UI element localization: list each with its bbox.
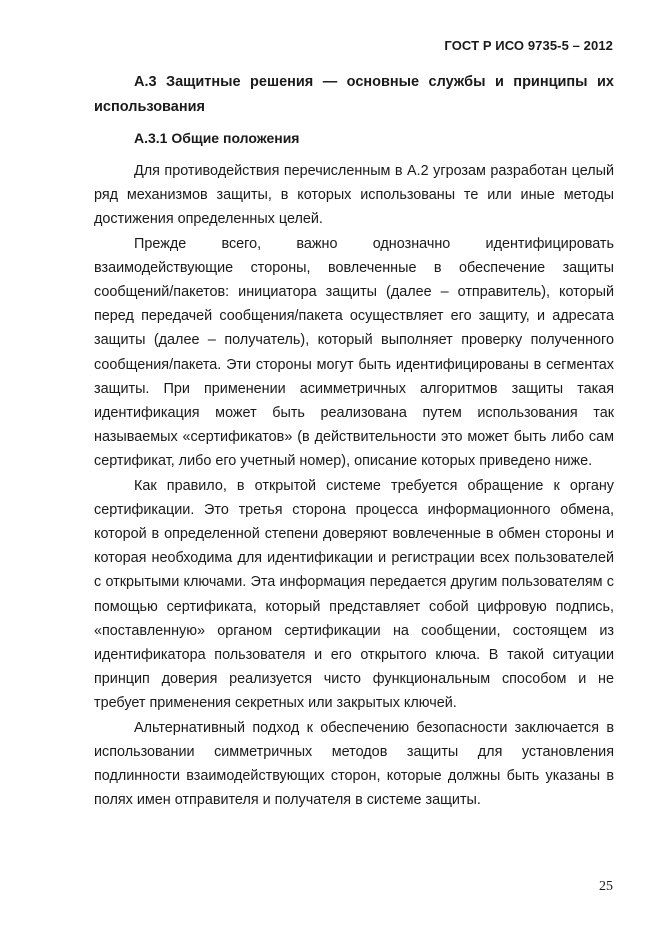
paragraph: Альтернативный подход к обеспечению безопасности заключается в использовании симметричных методов защиты для установления подлинности взаимодействующих сторон, которые должны быть указаны в полях имен отправителя и получателя в системе защиты. — [94, 719, 614, 809]
paragraph: Для противодействия перечисленным в А.2 угрозам разработан целый ряд механизмов защиты, в которых использованы те или иные методы достижения определенных целей. — [94, 163, 614, 228]
subsection-title: А.3.1 Общие положения — [134, 130, 300, 146]
section-title: А.3 Защитные решения — основные службы и принципы их использования — [94, 74, 614, 115]
standard-code-header: ГОСТ Р ИСО 9735-5 – 2012 — [444, 38, 613, 53]
paragraph: Прежде всего, важно однозначно идентифицировать взаимодействующие стороны, вовлеченные в обеспечение защиты сообщений/пакетов: инициатора защиты (далее – отправитель), который перед передачей сообщения/пакета осуществляет его защиту, и адресата защиты (далее – получатель), который выполняет проверку полученного сообщения/пакета. Эти стороны могут быть идентифицированы в сегментах защиты. При применении асимметричных алгоритмов защиты такая идентификация может быть реализована путем использования так называемых «сертификатов» (в действительности это может быть либо сам сертификат, либо его учетный номер), описание которых приведено ниже. — [94, 235, 614, 470]
page-number: 25 — [599, 879, 613, 894]
body-text — [94, 159, 614, 812]
paragraph: Как правило, в открытой системе требуется обращение к органу сертификации. Это третья сторона процесса информационного обмена, которой в определенной степени доверяют вовлеченные в обмен стороны и которая необходима для идентификации и регистрации всех пользователей с открытыми ключами. Эта информация передается другим пользователям с помощью сертификата, который представляет собой цифровую подпись, «поставленную» органом сертификации на сообщении, состоящем из идентификатора пользователя и его открытого ключа. В такой ситуации принцип доверия реализуется чисто функциональным способом и не требует применения секретных или закрытых ключей. — [94, 477, 614, 712]
